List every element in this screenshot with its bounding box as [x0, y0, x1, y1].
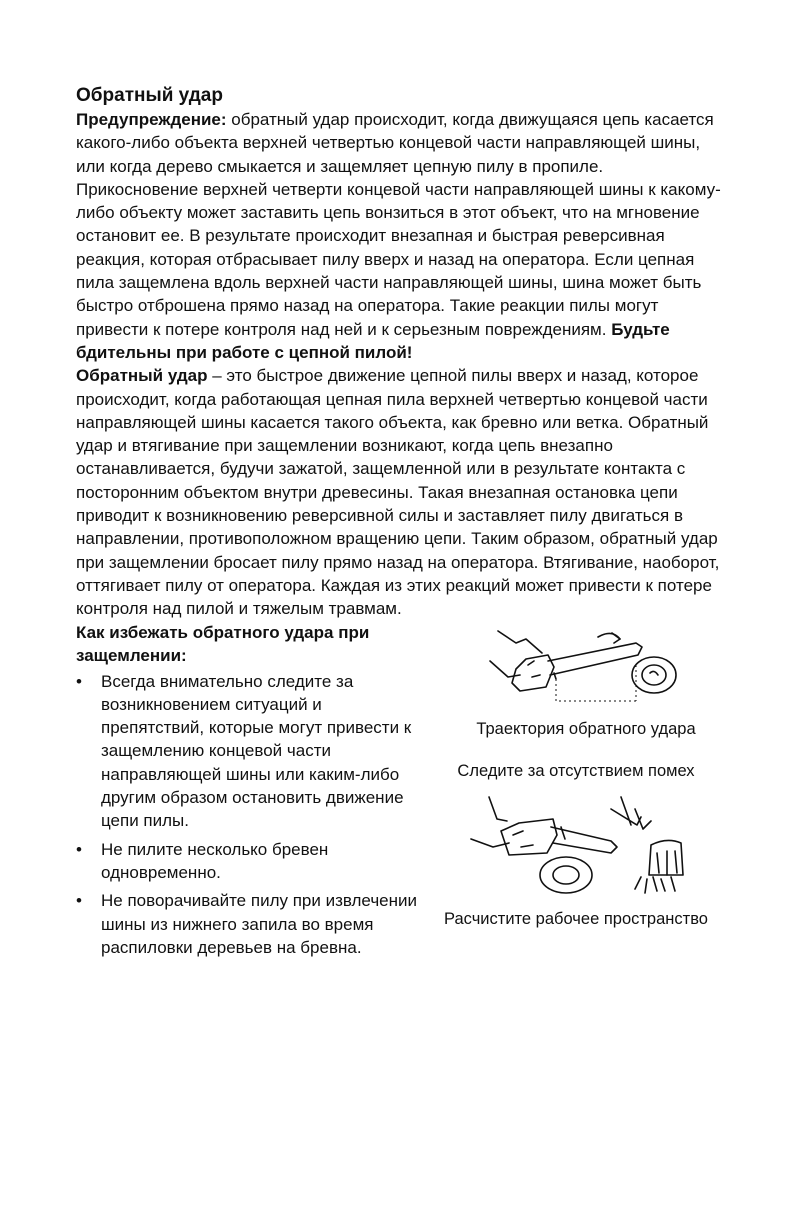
kickback-illustration [486, 625, 686, 715]
bullet-marker: • [76, 671, 82, 691]
bullet-marker: • [76, 839, 82, 859]
kickback-caption: Траектория обратного удара [476, 719, 696, 738]
warning-label: Предупреждение: [76, 110, 227, 129]
warning-paragraph [76, 108, 726, 364]
document-page [76, 84, 726, 964]
bullet-marker: • [76, 891, 82, 911]
kickback-text: – это быстрое движение цепной пилы вверх и назад, которое происходит, когда работающая цепная пила верхней четвертью концевой части направляющей шины касается такого объекта, как бревно или ветка. Обратный удар и втягивание при защемлении возникают, когда цепь внезапно останавливается, будучи зажатой, защемленной или в результате контакта с посторонним объектом внутри древесины. Такая внезапная остановка цепи приводит к возникновению реверсивной силы и заставляет пилу двигаться в направлении, противоположном вращению цепи. Таким образом, обратный удар при защемлении бросает пилу прямо назад на оператора. Втягивание, наоборот, оттягивает пилу от оператора. Каждая из этих реакций может привести к потере контроля над пилой и тяжелым травмам. [76, 366, 720, 619]
kickback-figure [450, 625, 722, 741]
warning-emphasis: Будьте бдительны при работе с цепной пилой! [76, 319, 670, 362]
list-item-text: Не поворачивайте пилу при извлечении шины из нижнего запила во время распиловки деревьев на бревна. [101, 891, 418, 957]
kickback-paragraph [76, 364, 726, 620]
list-item [76, 670, 421, 833]
clear-workspace-caption: Расчистите рабочее пространство [444, 909, 708, 928]
list-item-text: Всегда внимательно следите за возникновением ситуаций и препятствий, которые могут привести к защемлению концевой части направляющей шины или каким-либо другим образом остановить движение цепи пилы. [101, 671, 412, 831]
list-item [76, 889, 421, 959]
clear-workspace-figure [426, 759, 726, 931]
subheading: Как избежать обратного удара при защемлении: [76, 622, 370, 665]
kickback-term: Обратный удар [76, 366, 208, 386]
avoid-kickback-column [76, 621, 421, 960]
obstacle-caption: Следите за отсутствием помех [457, 761, 695, 780]
section-heading: Обратный удар [76, 85, 223, 106]
list-item-text: Не пилите несколько бревен одновременно. [101, 839, 329, 882]
two-column-section [76, 621, 726, 960]
list-item [76, 838, 421, 885]
clear-workspace-illustration [461, 791, 691, 901]
warning-text: обратный удар происходит, когда движущаяся цепь касается какого-либо объекта верхней четвертью концевой части направляющей шины, или когда дерево смыкается и защемляет цепную пилу в пропиле. Прикосновение верхней четверти концевой части направляющей шины к какому-либо объекту может заставить цепь вонзиться в этот объект, что на мгновение остановит ее. В результате происходит внезапная и быстрая реверсивная реакция, которая отбрасывает пилу вверх и назад на оператора. Если цепная пила защемлена вдоль верхней части направляющей шины, шина может быть быстро отброшена прямо назад на оператора. Такие реакции пилы могут привести к потере контроля над ней и к серьезным повреждениям. [76, 110, 721, 339]
bullet-list [76, 670, 421, 960]
